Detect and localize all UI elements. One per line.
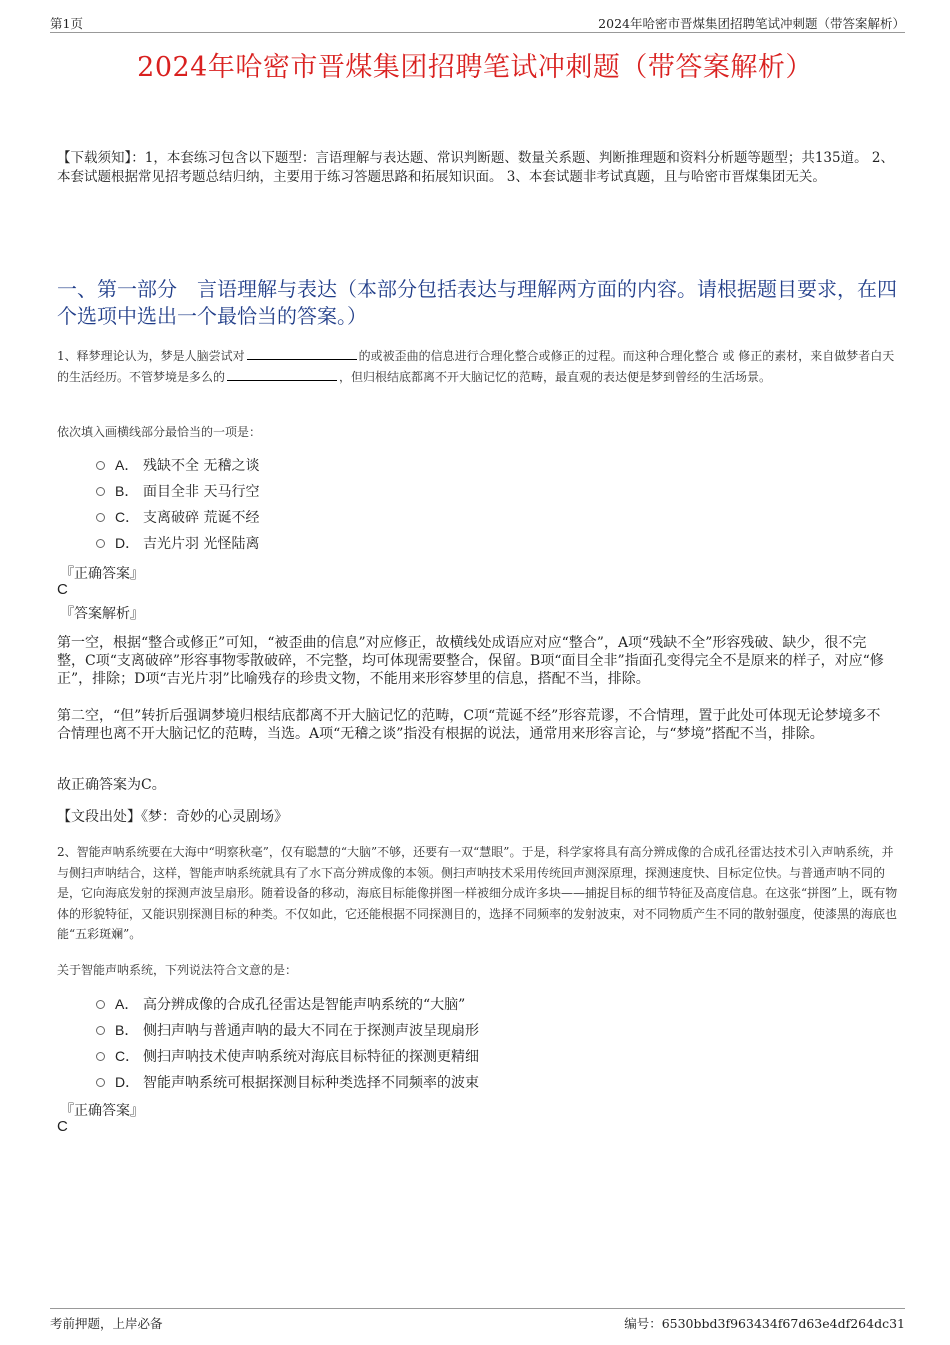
correct-answer-label: 『正确答案』 (60, 566, 144, 582)
option-b[interactable] (96, 478, 259, 504)
radio-icon[interactable] (96, 1000, 105, 1009)
blank-2 (227, 368, 337, 381)
option-letter: C． (115, 1048, 140, 1064)
option-d[interactable] (96, 530, 259, 556)
analysis-label: 『答案解析』 (60, 606, 144, 622)
option-text: 侧扫声呐技术使声呐系统对海底目标特征的探测更精细 (143, 1049, 479, 1065)
radio-icon[interactable] (96, 1078, 105, 1087)
option-b[interactable] (96, 1017, 479, 1043)
option-text: 侧扫声呐与普通声呐的最大不同在于探测声波呈现扇形 (143, 1023, 479, 1039)
radio-icon[interactable] (96, 461, 105, 470)
radio-icon[interactable] (96, 513, 105, 522)
footer-slogan: 考前押题，上岸必备 (50, 1316, 163, 1331)
option-letter: C． (115, 509, 140, 525)
radio-icon[interactable] (96, 1052, 105, 1061)
option-text: 智能声呐系统可根据探测目标种类选择不同频率的波束 (143, 1075, 479, 1091)
correct-answer: C (57, 1118, 68, 1135)
option-text: 面目全非 天马行空 (143, 484, 260, 500)
option-letter: B． (115, 483, 139, 499)
radio-icon[interactable] (96, 487, 105, 496)
option-text: 吉光片羽 光怪陆离 (143, 536, 260, 552)
question-1-text (57, 346, 902, 387)
correct-answer-label: 『正确答案』 (60, 1103, 144, 1119)
question-1-instruction: 依次填入画横线部分最恰当的一项是： (57, 425, 262, 439)
blank-1 (247, 347, 357, 360)
option-text: 支离破碎 荒诞不经 (143, 510, 260, 526)
page-footer (50, 1308, 905, 1331)
option-a[interactable] (96, 452, 259, 478)
option-letter: D． (115, 1074, 140, 1090)
page-number: 第1页 (50, 16, 83, 31)
analysis-conclusion: 故正确答案为C。 (57, 777, 166, 793)
question-1-options (96, 452, 259, 556)
question-2-text: 2、智能声呐系统要在大海中“明察秋毫”，仅有聪慧的“大脑”不够，还要有一双“慧眼”。于是，科学家将具有高分辨成像的合成孔径雷达技术引入声呐系统，并与侧扫声呐结合，这样，智能声呐系统就具有了水下高分辨成像的本领。侧扫声呐技术采用传统回声测深原理，探测速度快、目标定位快。与普通声呐不同的是，它向海底发射的探测声波呈扇形。随着设备的移动，海底目标能像拼图一样被细分成许多块——捕捉目标的细节特征及高度信息。在这张“拼图”上，既有物体的形貌特征，又能识别探测目标的种类。不仅如此，它还能根据不同探测目的，选择不同频率的发射波束，对不同物质产生不同的散射强度，使漆黑的海底也能“五彩斑斓”。 (57, 845, 898, 941)
option-letter: B． (115, 1022, 139, 1038)
option-letter: D． (115, 535, 140, 551)
question-1-text-part-c: ，但归根结底都离不开大脑记忆的范畴，最直观的表达便是梦到曾经的生活场景。 (339, 369, 772, 384)
question-1-text-part-a: 1、释梦理论认为，梦是人脑尝试对 (57, 349, 245, 363)
page-title: 2024年哈密市晋煤集团招聘笔试冲刺题（带答案解析） (137, 52, 813, 83)
option-d[interactable] (96, 1069, 479, 1095)
option-text: 残缺不全 无稽之谈 (143, 458, 260, 474)
section-heading: 一、第一部分 言语理解与表达（本部分包括表达与理解两方面的内容。请根据题目要求，在四个选项中选出一个最恰当的答案。） (57, 277, 897, 328)
question-2-options (96, 991, 479, 1095)
radio-icon[interactable] (96, 539, 105, 548)
option-letter: A． (115, 996, 139, 1012)
download-notice: 【下载须知】：1，本套练习包含以下题型：言语理解与表达题、常识判断题、数量关系题、判断推理题和资料分析题等题型；共135道。 2、本套试题根据常见招考题总结归纳，主要用于练习答题思路和拓展知识面。 3、本套试题非考试真题，且与哈密市晋煤集团无关。 (57, 150, 894, 185)
option-letter: A． (115, 457, 139, 473)
header-doc-title: 2024年哈密市晋煤集团招聘笔试冲刺题（带答案解析） (598, 16, 905, 31)
question-2-instruction: 关于智能声呐系统，下列说法符合文意的是： (57, 963, 298, 977)
document-id: 编号：6530bbd3f963434f67d63e4df264dc31 (624, 1316, 905, 1331)
option-a[interactable] (96, 991, 479, 1017)
page-header (50, 12, 905, 33)
option-c[interactable] (96, 504, 259, 530)
radio-icon[interactable] (96, 1026, 105, 1035)
analysis-paragraph-1: 第一空，根据“整合或修正”可知，“被歪曲的信息”对应修正，故横线处成语应对应“整合”，A项“残缺不全”形容残破、缺少，很不完整，C项“支离破碎”形容事物零散破碎，不完整，均可体现需要整合，保留。B项“面目全非”指面孔变得完全不是原来的样子，对应“修正”，排除；D项“吉光片羽”比喻残存的珍贵文物，不能用来形容梦里的信息，搭配不当，排除。 (57, 635, 884, 687)
correct-answer: C (57, 581, 68, 598)
passage-source: 【文段出处】《梦：奇妙的心灵剧场》 (57, 809, 288, 825)
question-1-text-part-b: 的或被歪曲的信息进行合理化整合或修正的过程。而这种合理化整合 或 修正的素材，来自做梦者白天的生活经历。不管梦境是多么的 (57, 349, 895, 384)
option-text: 高分辨成像的合成孔径雷达是智能声呐系统的“大脑” (143, 997, 466, 1013)
analysis-paragraph-2: 第二空，“但”转折后强调梦境归根结底都离不开大脑记忆的范畴，C项“荒诞不经”形容荒谬，不合情理，置于此处可体现无论梦境多不合情理也离不开大脑记忆的范畴，当选。A项“无稽之谈”指没有根据的说法，通常用来形容言论，与“梦境”搭配不当，排除。 (57, 708, 881, 742)
option-c[interactable] (96, 1043, 479, 1069)
